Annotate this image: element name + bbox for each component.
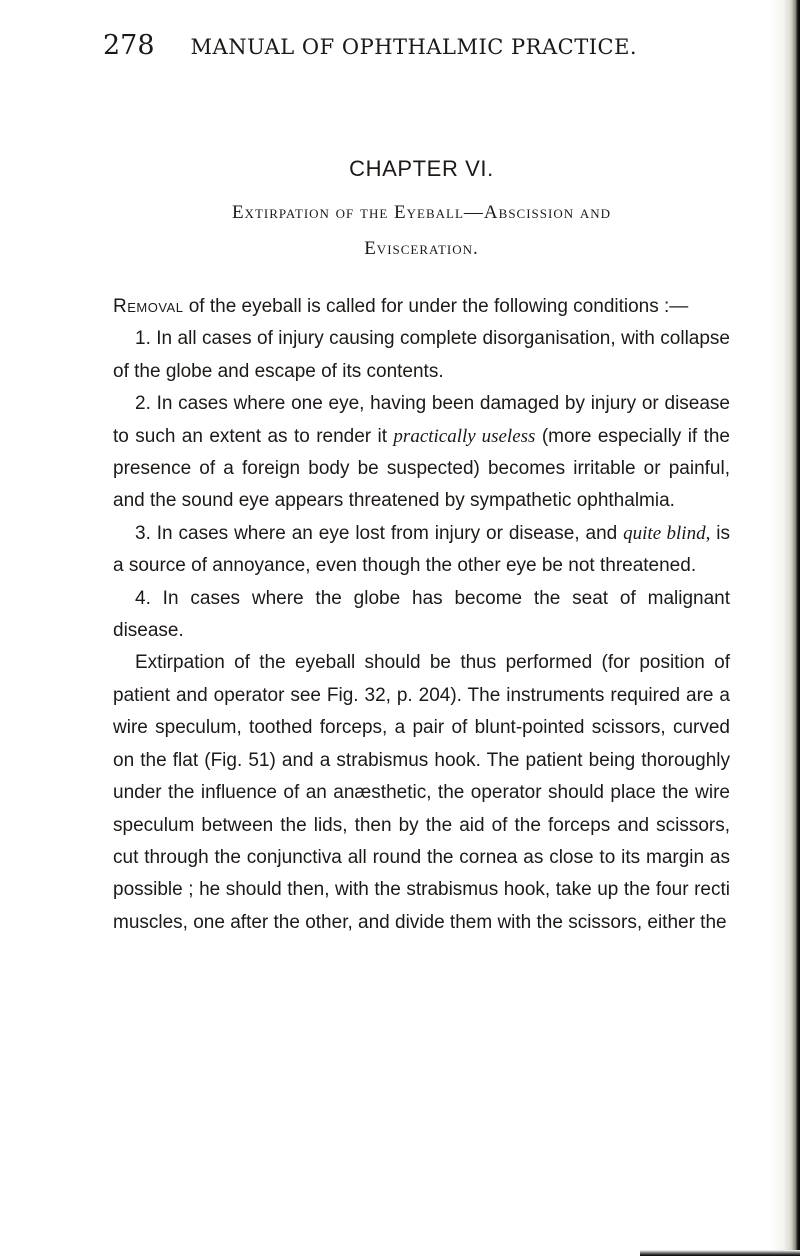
condition-2-italic: practically useless xyxy=(393,425,536,447)
chapter-title-line-1: Extirpation of the Eyeball—Abscission and xyxy=(231,202,612,223)
page-number: 278 xyxy=(103,30,155,61)
condition-2 xyxy=(113,388,730,518)
running-head xyxy=(103,30,730,70)
condition-3-post: is a source of annoyance, even though the other eye be not threatened. xyxy=(113,522,730,577)
page-bottom-edge xyxy=(640,1250,800,1256)
book-page xyxy=(103,20,731,939)
chapter-heading: CHAPTER VI. xyxy=(349,156,494,181)
page-edge-binding xyxy=(770,0,800,1256)
condition-2-post: (more especially if the presence of a foreign body be suspected) becomes irritable or painful, and the sound eye appears threatened by sympathetic ophthalmia. xyxy=(113,425,731,512)
intro-paragraph xyxy=(113,291,730,323)
procedure-paragraph: Extirpation of the eyeball should be thus performed (for position of patient and operator see Fig. 32, p. 204). The instruments required are a wire speculum, toothed forceps, a pair of blunt-pointed scissors, curved on the flat (Fig. 51) and a strabismus hook. The patient being thoroughly under the influence of an anæsthetic, the operator should place the wire speculum between the lids, then by the aid of the forceps and scissors, cut through the conjunctiva all round the cornea as close to its margin as possible ; he should then, with the strabismus hook, take up the four recti muscles, one after the other, and divide them with the scissors, either the xyxy=(113,652,730,933)
condition-4: 4. In cases where the globe has become the seat of malignant disease. xyxy=(113,587,730,642)
running-title: MANUAL OF OPHTHALMIC PRACTICE. xyxy=(190,35,638,59)
intro-lead-word: Removal xyxy=(113,296,184,317)
condition-1: 1. In all cases of injury causing complete disorganisation, with collapse of the globe and escape of its contents. xyxy=(113,328,730,382)
chapter-title-line-2: Evisceration. xyxy=(364,238,479,259)
condition-3 xyxy=(113,518,730,583)
condition-3-italic: quite blind, xyxy=(623,522,711,544)
body-text xyxy=(113,291,730,939)
intro-rest: of the eyeball is called for under the following conditions :— xyxy=(183,296,689,317)
condition-2-pre: 2. In cases where one eye, having been damaged by injury or disease to such an extent as to render it xyxy=(113,393,730,447)
condition-3-pre: 3. In cases where an eye lost from injury or disease, and xyxy=(135,522,624,544)
chapter-title xyxy=(113,195,730,267)
